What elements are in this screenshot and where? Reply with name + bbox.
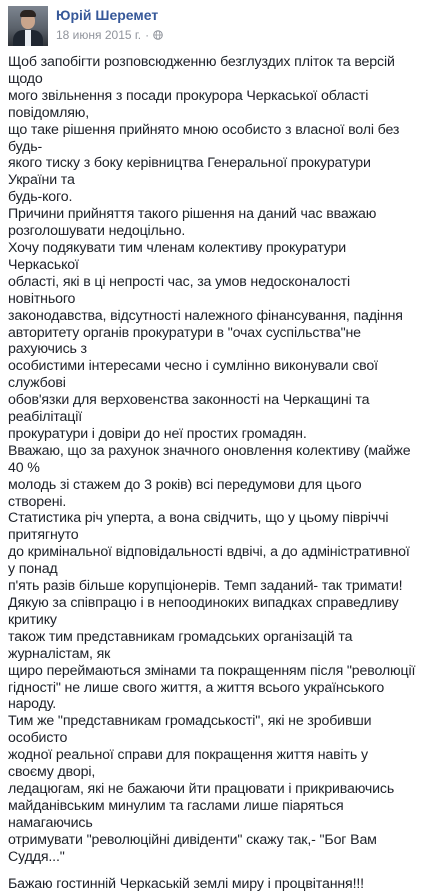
post-body [8,54,416,892]
post-paragraph: Дякую за співпрацю і в непоодиноких випадках справедливу критику також тим представникам громадських організацій та журналістам, як щиро переймаються змінами та покращенням після "революції гідності" не лише свого життя, а життя всього українського народу. [8,595,416,713]
avatar[interactable] [8,6,48,46]
post-meta [56,6,163,43]
post-paragraph: Причини прийняття такого рішення на даний час вважаю розголошувати недоцільно. [8,206,416,240]
avatar-shirt [25,30,31,46]
post-paragraph: Статистика річ уперта, а вона свідчить, що у цьому півріччі притягнуто до кримінальної відповідальності вдвічі, а до адміністративної у понад п'ять разів більше корупціонерів. Темп заданий- так тримати! [8,510,416,595]
post-paragraph: Щоб запобігти розповсюдженню безглуздих пліток та версій щодо мого звільнення з посади прокурора Черкаської області повідомляю, що таке рішення прийнято мною особисто з власної волі без будь- якого тиску з боку керівництва Генеральної прокуратури України та будь-кого. [8,54,416,206]
avatar-hair [20,10,36,17]
post-timestamp-row [56,27,163,43]
post-paragraph: Тим же "представникам громадськості", які не зробивши особисто жодної реальної справи для покращення життя навіть у своєму дворі, ледацюгам, які не бажаючи йти працювати і прикриваючись майданівським минулим та гаслами лише піаряться намагаючись отримувати "революційні дивіденти" скажу так,- "Бог Вам Суддя..." [8,713,416,865]
globe-icon[interactable] [153,30,163,40]
post-header [8,6,416,50]
post-closing-line: Бажаю гостинній Черкаській землі миру і процвітання!!! [8,876,416,892]
post-paragraph: Вважаю, що за рахунок значного оновлення колективу (майже 40 % молодь зі стажем до 3 років) всі передумови для цього створені. [8,443,416,511]
post-paragraph: Хочу подякувати тим членам колективу прокуратури Черкаської області, які в ці непрості час, за умов недосконалості новітнього законодавства, відсутності належного фінансування, падіння авторитету органів прокуратури в "очах суспільства"не рахуючись з особистими інтересами чесно і сумлінно виконували свої службові обов'язки для верховенства законності на Черкащині та реабілітації прокуратури і довіри до неї простих громадян. [8,240,416,443]
author-name[interactable]: Юрій Шеремет [56,7,163,24]
post-date[interactable]: 18 июня 2015 г. [56,27,141,43]
separator-dot: · [145,27,149,43]
